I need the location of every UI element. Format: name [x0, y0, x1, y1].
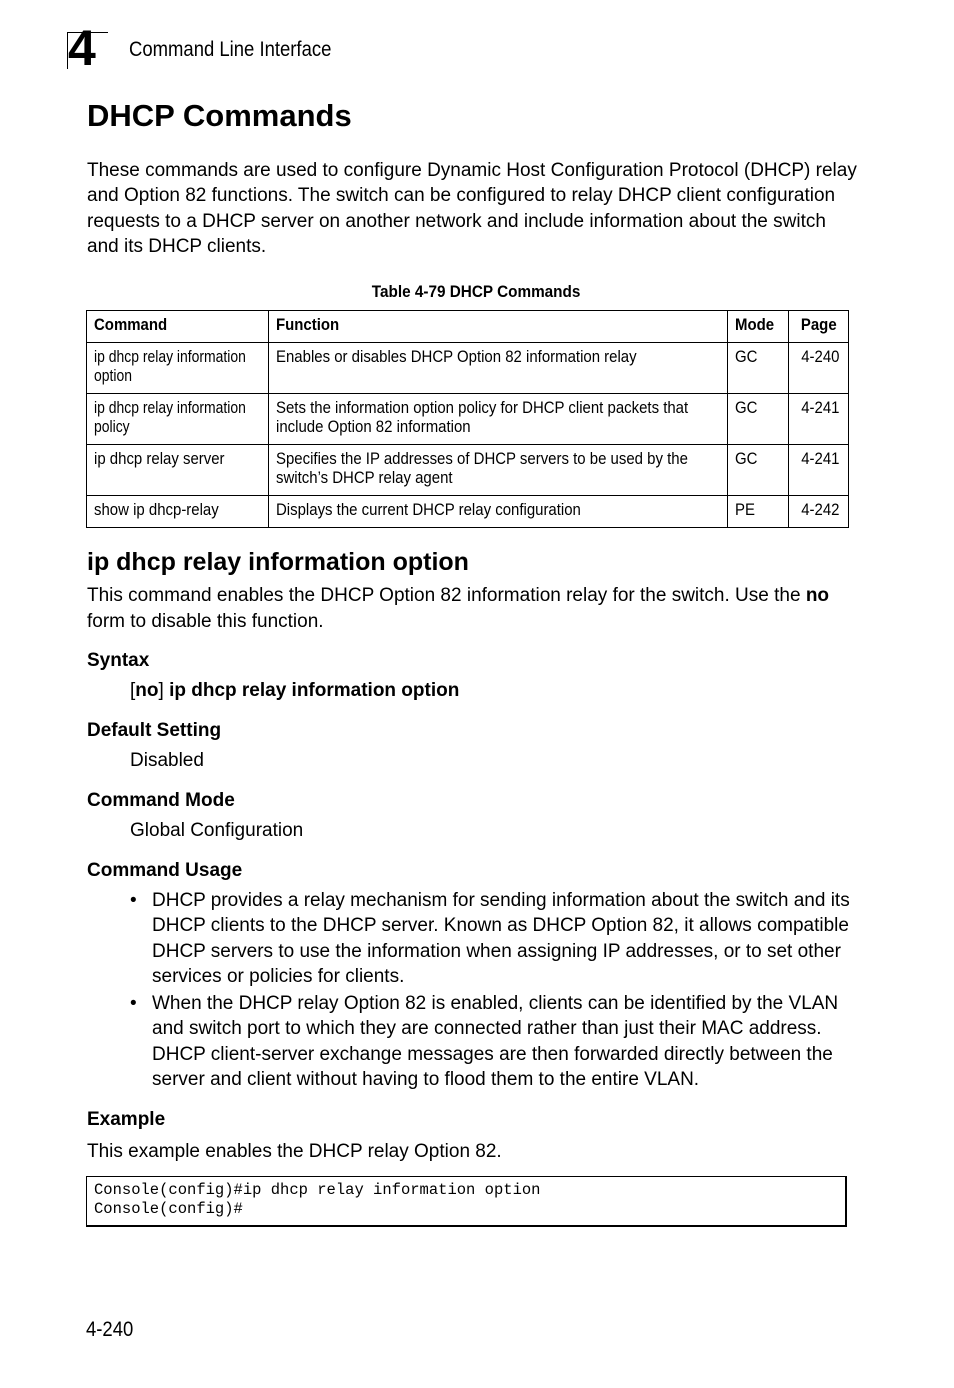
cell-mode: PE	[728, 496, 789, 528]
cell-page: 4-241	[789, 394, 849, 445]
section-title: ip dhcp relay information option	[87, 548, 469, 576]
intro-paragraph: These commands are used to configure Dynamic Host Configuration Protocol (DHCP) relay and Option 82 functions. The switch can be configured to relay DHCP client configuration requests to a DHCP server on another network and include information about the switch and its DHCP clients.	[87, 160, 857, 257]
cell-command: show ip dhcp-relay	[87, 496, 269, 528]
table-row	[87, 445, 849, 496]
usage-list	[130, 888, 850, 1094]
bullet: •	[130, 993, 137, 1015]
table-caption: Table 4-79 DHCP Commands	[371, 282, 581, 301]
list-item	[130, 888, 850, 989]
header-page: Page	[789, 311, 849, 343]
cell-mode: GC	[728, 445, 789, 496]
code-line: Console(config)#	[94, 1200, 243, 1218]
description-text: This command enables the DHCP Option 82 information relay for the switch. Use the	[87, 585, 806, 606]
syntax-command: ip dhcp relay information option	[169, 680, 460, 701]
syntax-bracket-open: [	[130, 680, 136, 701]
list-item	[130, 991, 850, 1092]
cell-function: Specifies the IP addresses of DHCP servers to be used by the switch’s DHCP relay agent	[268, 445, 727, 496]
usage-text: DHCP provides a relay mechanism for sending information about the switch and its DHCP clients to the DHCP server. Known as DHCP Option 82, it allows compatible DHCP servers to use the information when assigning IP addresses, or to set other services or policies for clients.	[152, 890, 850, 987]
cell-page: 4-242	[789, 496, 849, 528]
chapter-number: 4	[68, 20, 96, 76]
usage-text: When the DHCP relay Option 82 is enabled, clients can be identified by the VLAN and switch port to which they are connected rather than just their MAC address. DHCP client-server exchange messages are then forwarded directly between the server and client without having to flood them to the entire VLAN.	[152, 993, 839, 1091]
syntax-line	[130, 680, 459, 702]
description-text-end: form to disable this function.	[87, 610, 324, 632]
cell-function: Displays the current DHCP relay configuration	[268, 496, 727, 528]
example-text: This example enables the DHCP relay Option 82.	[87, 1141, 502, 1162]
cell-command: ip dhcp relay information policy	[87, 394, 269, 445]
dhcp-commands-table	[86, 310, 849, 528]
section-description	[87, 583, 847, 634]
syntax-no-keyword: no	[135, 680, 159, 701]
cell-command: ip dhcp relay server	[87, 445, 269, 496]
cell-command: ip dhcp relay information option	[87, 343, 269, 394]
description-keyword: no	[805, 585, 830, 606]
default-heading: Default Setting	[87, 720, 222, 741]
header-mode: Mode	[728, 311, 789, 343]
table-row	[87, 496, 849, 528]
table-header-row	[87, 311, 849, 343]
table-row	[87, 394, 849, 445]
page-number: 4-240	[86, 1318, 134, 1341]
default-value: Disabled	[130, 750, 204, 771]
code-line: Console(config)#ip dhcp relay information option	[94, 1181, 541, 1199]
cell-function: Enables or disables DHCP Option 82 information relay	[268, 343, 727, 394]
header-command: Command	[87, 311, 269, 343]
cell-page: 4-241	[789, 445, 849, 496]
code-example	[86, 1176, 847, 1227]
usage-heading: Command Usage	[87, 860, 243, 881]
mode-value: Global Configuration	[130, 820, 304, 841]
page-title: DHCP Commands	[87, 98, 352, 133]
syntax-bracket-close: ]	[158, 680, 164, 701]
syntax-heading: Syntax	[87, 650, 150, 671]
table-row	[87, 343, 849, 394]
mode-heading: Command Mode	[87, 790, 235, 811]
bullet: •	[130, 890, 137, 911]
cell-mode: GC	[728, 343, 789, 394]
running-header: Command Line Interface	[129, 38, 332, 61]
cell-page: 4-240	[789, 343, 849, 394]
cell-function: Sets the information option policy for DHCP client packets that include Option 82 information	[268, 394, 727, 445]
header-function: Function	[268, 311, 727, 343]
cell-mode: GC	[728, 394, 789, 445]
example-heading: Example	[87, 1109, 166, 1130]
